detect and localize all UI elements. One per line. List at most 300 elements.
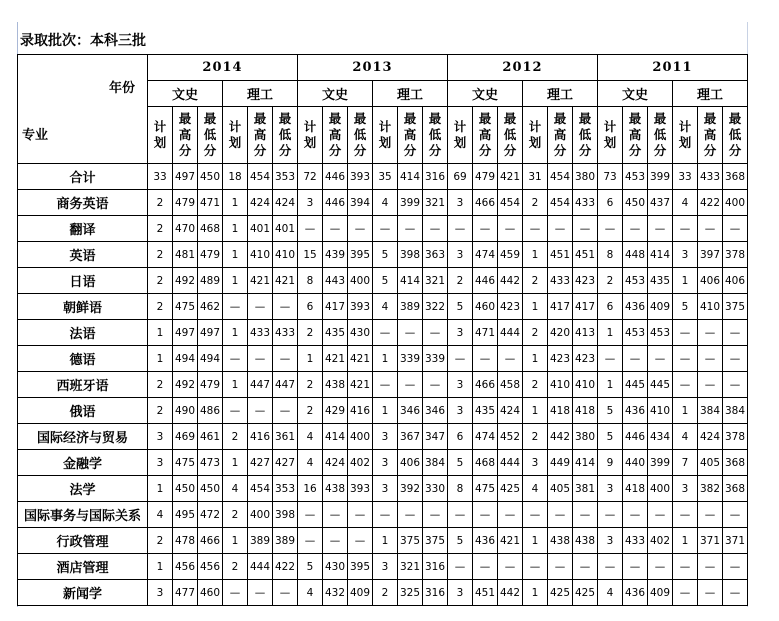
score-cell: 435: [323, 320, 348, 346]
score-cell: —: [573, 554, 598, 580]
major-name: 俄语: [18, 398, 148, 424]
score-cell: —: [273, 580, 298, 606]
score-cell: 413: [573, 320, 598, 346]
score-cell: 450: [623, 190, 648, 216]
score-cell: 353: [273, 476, 298, 502]
score-cell: 421: [498, 528, 523, 554]
major-name: 国际事务与国际关系: [18, 502, 148, 528]
score-cell: —: [298, 528, 323, 554]
score-cell: —: [298, 502, 323, 528]
score-cell: —: [523, 554, 548, 580]
score-cell: 414: [573, 450, 598, 476]
score-cell: —: [623, 346, 648, 372]
score-cell: 447: [273, 372, 298, 398]
score-cell: 321: [423, 190, 448, 216]
score-cell: 393: [348, 164, 373, 190]
score-cell: 453: [623, 268, 648, 294]
score-cell: 73: [598, 164, 623, 190]
score-cell: —: [273, 398, 298, 424]
score-cell: 5: [373, 268, 398, 294]
score-cell: —: [423, 216, 448, 242]
major-name: 商务英语: [18, 190, 148, 216]
min-score-header: 最 低 分: [423, 107, 448, 164]
category-header: 理工: [223, 81, 298, 107]
score-cell: 4: [673, 424, 698, 450]
score-cell: —: [398, 320, 423, 346]
score-cell: 466: [198, 528, 223, 554]
score-cell: 454: [498, 190, 523, 216]
score-cell: —: [723, 502, 748, 528]
score-cell: 4: [223, 476, 248, 502]
score-cell: —: [373, 216, 398, 242]
score-cell: 2: [148, 216, 173, 242]
score-cell: —: [673, 346, 698, 372]
score-cell: —: [273, 294, 298, 320]
score-cell: —: [223, 580, 248, 606]
score-cell: 8: [598, 242, 623, 268]
score-cell: 442: [548, 424, 573, 450]
max-score-header: 最 高 分: [548, 107, 573, 164]
score-cell: 434: [648, 424, 673, 450]
score-cell: 2: [523, 268, 548, 294]
score-cell: 1: [223, 372, 248, 398]
plan-count-header: 计 划: [673, 107, 698, 164]
score-cell: 421: [498, 164, 523, 190]
score-cell: —: [648, 554, 673, 580]
major-name: 金融学: [18, 450, 148, 476]
score-cell: —: [223, 294, 248, 320]
score-cell: 477: [173, 580, 198, 606]
score-cell: 474: [473, 242, 498, 268]
score-cell: 471: [473, 320, 498, 346]
score-cell: 459: [498, 242, 523, 268]
score-cell: 406: [698, 268, 723, 294]
score-cell: —: [498, 216, 523, 242]
score-cell: 442: [498, 580, 523, 606]
score-cell: 414: [323, 424, 348, 450]
score-cell: 449: [548, 450, 573, 476]
score-cell: —: [348, 528, 373, 554]
score-cell: —: [648, 216, 673, 242]
score-cell: 492: [173, 372, 198, 398]
score-cell: 399: [648, 164, 673, 190]
score-cell: —: [598, 554, 623, 580]
score-cell: 1: [598, 320, 623, 346]
score-cell: —: [548, 554, 573, 580]
score-cell: —: [723, 216, 748, 242]
score-cell: 470: [173, 216, 198, 242]
score-cell: 444: [498, 320, 523, 346]
score-cell: 3: [673, 476, 698, 502]
table-row: [18, 502, 748, 528]
score-cell: —: [448, 502, 473, 528]
score-cell: —: [523, 502, 548, 528]
major-name: 朝鲜语: [18, 294, 148, 320]
table-row: [18, 554, 748, 580]
score-cell: 424: [273, 190, 298, 216]
max-score-header: 最 高 分: [698, 107, 723, 164]
score-cell: 395: [348, 242, 373, 268]
score-cell: 5: [448, 294, 473, 320]
score-cell: 406: [398, 450, 423, 476]
score-cell: 446: [323, 164, 348, 190]
score-cell: 384: [423, 450, 448, 476]
score-cell: 16: [298, 476, 323, 502]
score-cell: —: [248, 580, 273, 606]
score-cell: 454: [548, 190, 573, 216]
score-cell: —: [473, 554, 498, 580]
score-cell: 2: [148, 268, 173, 294]
score-cell: 3: [448, 580, 473, 606]
score-cell: 1: [523, 398, 548, 424]
max-score-header: 最 高 分: [473, 107, 498, 164]
category-header: 理工: [373, 81, 448, 107]
score-cell: 416: [348, 398, 373, 424]
major-name: 法学: [18, 476, 148, 502]
score-cell: 440: [623, 450, 648, 476]
score-cell: 1: [223, 216, 248, 242]
score-cell: 400: [248, 502, 273, 528]
score-cell: 398: [398, 242, 423, 268]
score-cell: 435: [473, 398, 498, 424]
score-cell: 410: [648, 398, 673, 424]
score-cell: 69: [448, 164, 473, 190]
score-cell: 451: [473, 580, 498, 606]
score-cell: 3: [673, 242, 698, 268]
score-cell: 2: [148, 372, 173, 398]
score-cell: 8: [298, 268, 323, 294]
score-cell: 433: [573, 190, 598, 216]
score-cell: 399: [648, 450, 673, 476]
score-cell: 325: [398, 580, 423, 606]
score-cell: 368: [723, 450, 748, 476]
score-cell: 433: [273, 320, 298, 346]
score-cell: 425: [498, 476, 523, 502]
score-cell: 2: [148, 190, 173, 216]
score-cell: 381: [573, 476, 598, 502]
score-cell: —: [473, 216, 498, 242]
score-cell: 458: [498, 372, 523, 398]
score-cell: 3: [448, 242, 473, 268]
table-row: [18, 424, 748, 450]
table-row: [18, 294, 748, 320]
score-cell: —: [323, 502, 348, 528]
score-cell: 447: [248, 372, 273, 398]
score-cell: —: [348, 216, 373, 242]
score-cell: —: [673, 502, 698, 528]
score-cell: 1: [373, 398, 398, 424]
table-row: [18, 268, 748, 294]
score-cell: 446: [623, 424, 648, 450]
corner-major-label: 专业: [22, 128, 49, 143]
score-cell: 378: [723, 242, 748, 268]
score-cell: 454: [248, 476, 273, 502]
score-cell: 400: [648, 476, 673, 502]
score-cell: 409: [648, 580, 673, 606]
score-cell: 453: [623, 164, 648, 190]
score-cell: 15: [298, 242, 323, 268]
score-cell: —: [698, 216, 723, 242]
plan-count-header: 计 划: [448, 107, 473, 164]
score-cell: 1: [673, 398, 698, 424]
score-cell: —: [648, 502, 673, 528]
score-cell: —: [323, 216, 348, 242]
score-cell: 2: [373, 580, 398, 606]
score-cell: 1: [523, 346, 548, 372]
score-cell: 418: [623, 476, 648, 502]
score-cell: —: [573, 216, 598, 242]
score-cell: 461: [198, 424, 223, 450]
score-cell: 405: [548, 476, 573, 502]
score-cell: 402: [348, 450, 373, 476]
score-cell: 380: [573, 424, 598, 450]
score-cell: 393: [348, 476, 373, 502]
score-cell: 1: [223, 242, 248, 268]
score-cell: 433: [623, 528, 648, 554]
score-cell: 424: [498, 398, 523, 424]
score-cell: —: [473, 502, 498, 528]
score-cell: 389: [398, 294, 423, 320]
score-cell: 427: [248, 450, 273, 476]
score-cell: 1: [373, 346, 398, 372]
score-cell: 2: [523, 424, 548, 450]
score-cell: —: [598, 502, 623, 528]
score-cell: —: [723, 320, 748, 346]
table-row: [18, 476, 748, 502]
score-cell: 466: [473, 372, 498, 398]
score-cell: 445: [648, 372, 673, 398]
min-score-header: 最 低 分: [723, 107, 748, 164]
category-header: 文史: [448, 81, 523, 107]
score-cell: 417: [548, 294, 573, 320]
category-header: 文史: [148, 81, 223, 107]
score-cell: 400: [348, 268, 373, 294]
score-cell: 1: [223, 268, 248, 294]
major-name: 西班牙语: [18, 372, 148, 398]
score-cell: 405: [698, 450, 723, 476]
score-cell: 424: [698, 424, 723, 450]
score-cell: 2: [223, 554, 248, 580]
score-cell: 2: [523, 372, 548, 398]
score-cell: 402: [648, 528, 673, 554]
score-cell: 445: [623, 372, 648, 398]
score-cell: 3: [448, 320, 473, 346]
min-score-header: 最 低 分: [498, 107, 523, 164]
score-cell: 316: [423, 580, 448, 606]
score-cell: 5: [673, 294, 698, 320]
major-name: 法语: [18, 320, 148, 346]
score-cell: 478: [173, 528, 198, 554]
header-corner: [18, 55, 148, 164]
score-cell: 425: [573, 580, 598, 606]
score-cell: 1: [673, 268, 698, 294]
min-score-header: 最 低 分: [648, 107, 673, 164]
score-cell: 1: [523, 294, 548, 320]
score-cell: 418: [573, 398, 598, 424]
score-cell: —: [698, 580, 723, 606]
score-cell: 398: [273, 502, 298, 528]
score-cell: —: [398, 216, 423, 242]
score-cell: 423: [498, 294, 523, 320]
score-cell: 450: [198, 476, 223, 502]
score-cell: 442: [498, 268, 523, 294]
score-cell: 363: [423, 242, 448, 268]
score-cell: 406: [723, 268, 748, 294]
score-cell: —: [698, 372, 723, 398]
score-cell: —: [248, 398, 273, 424]
score-cell: 409: [648, 294, 673, 320]
score-cell: 433: [548, 268, 573, 294]
score-cell: 399: [398, 190, 423, 216]
major-name: 新闻学: [18, 580, 148, 606]
score-cell: 375: [723, 294, 748, 320]
category-header: 文史: [598, 81, 673, 107]
score-cell: 3: [373, 554, 398, 580]
score-cell: 454: [248, 164, 273, 190]
score-cell: 475: [173, 294, 198, 320]
table-row: [18, 528, 748, 554]
score-cell: 414: [398, 268, 423, 294]
plan-count-header: 计 划: [373, 107, 398, 164]
score-cell: 410: [248, 242, 273, 268]
table-row: [18, 190, 748, 216]
score-cell: 462: [198, 294, 223, 320]
score-cell: 424: [323, 450, 348, 476]
score-cell: —: [448, 346, 473, 372]
score-cell: 456: [198, 554, 223, 580]
max-score-header: 最 高 分: [173, 107, 198, 164]
score-cell: —: [523, 216, 548, 242]
score-cell: 375: [398, 528, 423, 554]
score-cell: 368: [723, 476, 748, 502]
score-cell: 468: [473, 450, 498, 476]
score-cell: 346: [398, 398, 423, 424]
score-cell: 421: [348, 372, 373, 398]
score-cell: 452: [498, 424, 523, 450]
score-cell: 468: [198, 216, 223, 242]
score-cell: 1: [148, 346, 173, 372]
score-cell: 436: [623, 294, 648, 320]
score-cell: 1: [223, 320, 248, 346]
score-cell: 416: [248, 424, 273, 450]
score-cell: 3: [373, 424, 398, 450]
category-header: 理工: [523, 81, 598, 107]
corner-year-label: 年份: [108, 81, 135, 96]
score-cell: 316: [423, 554, 448, 580]
score-cell: —: [248, 346, 273, 372]
score-cell: 321: [423, 268, 448, 294]
plan-count-header: 计 划: [298, 107, 323, 164]
score-cell: 446: [473, 268, 498, 294]
table-row: [18, 398, 748, 424]
score-cell: 3: [523, 450, 548, 476]
score-cell: 422: [698, 190, 723, 216]
score-cell: 347: [423, 424, 448, 450]
score-cell: 1: [148, 554, 173, 580]
score-cell: 3: [148, 450, 173, 476]
score-cell: 371: [723, 528, 748, 554]
score-cell: 4: [298, 450, 323, 476]
score-cell: 433: [248, 320, 273, 346]
admission-scores-table: [17, 54, 748, 606]
score-cell: 410: [698, 294, 723, 320]
score-cell: 443: [323, 268, 348, 294]
score-cell: 453: [648, 320, 673, 346]
score-cell: —: [623, 554, 648, 580]
score-cell: 72: [298, 164, 323, 190]
score-cell: 4: [373, 190, 398, 216]
score-cell: 473: [198, 450, 223, 476]
score-cell: 9: [598, 450, 623, 476]
table-row: [18, 320, 748, 346]
score-cell: 1: [673, 528, 698, 554]
score-cell: 471: [198, 190, 223, 216]
score-cell: 2: [523, 320, 548, 346]
score-cell: —: [673, 216, 698, 242]
score-cell: 392: [398, 476, 423, 502]
score-cell: 1: [223, 190, 248, 216]
score-cell: —: [623, 502, 648, 528]
major-name: 德语: [18, 346, 148, 372]
major-name: 酒店管理: [18, 554, 148, 580]
score-cell: 3: [448, 372, 473, 398]
score-cell: 425: [548, 580, 573, 606]
major-name: 英语: [18, 242, 148, 268]
score-cell: 394: [348, 190, 373, 216]
score-cell: 475: [173, 450, 198, 476]
score-cell: 2: [148, 242, 173, 268]
score-cell: 436: [623, 580, 648, 606]
score-cell: 4: [298, 580, 323, 606]
score-cell: —: [698, 346, 723, 372]
score-cell: 451: [573, 242, 598, 268]
score-cell: 444: [248, 554, 273, 580]
score-cell: 1: [148, 320, 173, 346]
score-cell: 321: [398, 554, 423, 580]
score-cell: 418: [548, 398, 573, 424]
category-header: 文史: [298, 81, 373, 107]
score-cell: 490: [173, 398, 198, 424]
score-cell: 2: [523, 190, 548, 216]
min-score-header: 最 低 分: [273, 107, 298, 164]
score-cell: 466: [473, 190, 498, 216]
score-cell: 384: [723, 398, 748, 424]
score-cell: 436: [623, 398, 648, 424]
score-cell: 409: [348, 580, 373, 606]
score-cell: 460: [198, 580, 223, 606]
score-cell: 489: [198, 268, 223, 294]
score-cell: 397: [698, 242, 723, 268]
major-name: 合计: [18, 164, 148, 190]
score-cell: —: [248, 294, 273, 320]
score-cell: 436: [473, 528, 498, 554]
score-cell: 6: [298, 294, 323, 320]
score-cell: 422: [273, 554, 298, 580]
score-cell: —: [548, 216, 573, 242]
score-cell: —: [473, 346, 498, 372]
min-score-header: 最 低 分: [348, 107, 373, 164]
score-cell: 31: [523, 164, 548, 190]
score-cell: —: [648, 346, 673, 372]
score-cell: 361: [273, 424, 298, 450]
table-row: [18, 346, 748, 372]
score-cell: 6: [598, 294, 623, 320]
max-score-header: 最 高 分: [623, 107, 648, 164]
score-cell: 421: [248, 268, 273, 294]
score-cell: 395: [348, 554, 373, 580]
score-cell: 2: [448, 268, 473, 294]
score-cell: 6: [448, 424, 473, 450]
